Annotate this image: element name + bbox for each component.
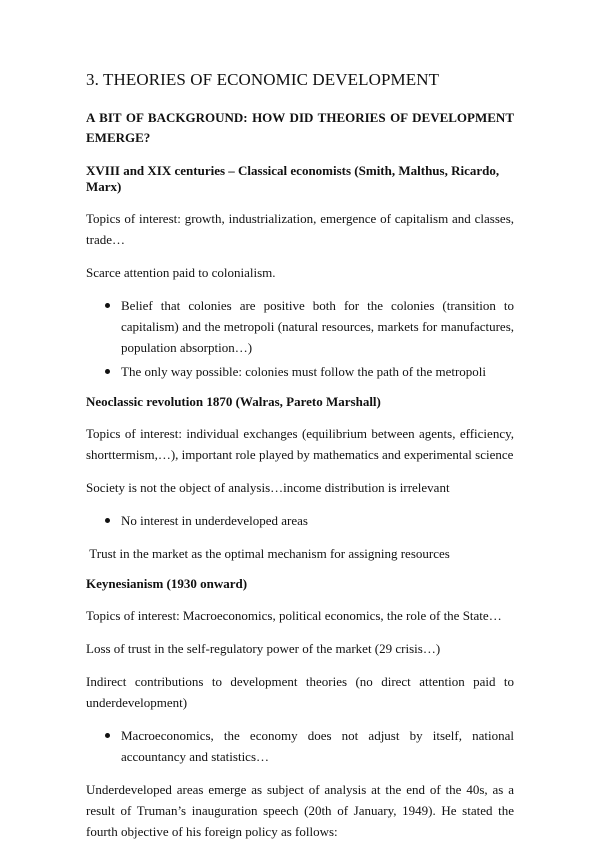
bullet-list [86,725,514,767]
list-item-text: The only way possible: colonies must follow the path of the metropoli [121,364,487,379]
list-item [86,725,514,767]
bullet-icon [105,369,110,374]
page-title: 3. THEORIES OF ECONOMIC DEVELOPMENT [86,70,440,89]
section-subtitle: A BIT OF BACKGROUND: HOW DID THEORIES OF DEVELOPMENT EMERGE? [86,110,514,145]
list-item-text: Belief that colonies are positive both for the colonies (transition to capitalism) and the metropoli (natural resources, markets for manufactures, population absorption…) [121,298,514,355]
list-item [86,295,514,358]
heading-keynesianism: Keynesianism (1930 onward) [86,576,248,591]
bullet-icon [105,733,110,738]
paragraph: Topics of interest: Macroeconomics, political economics, the role of the State… [86,608,502,623]
paragraph: Topics of interest: individual exchanges (equilibrium between agents, efficiency, shorttermism,…), important role played by mathematics and experimental science [86,426,514,462]
paragraph: Trust in the market as the optimal mechanism for assigning resources [86,546,450,561]
paragraph: Topics of interest: growth, industrialization, emergence of capitalism and classes, trade… [86,211,514,247]
list-item-text: No interest in underdeveloped areas [121,513,308,528]
document-body [86,70,514,854]
paragraph: Scarce attention paid to colonialism. [86,265,276,280]
list-item [86,361,514,382]
paragraph: Indirect contributions to development theories (no direct attention paid to underdevelopment) [86,674,514,710]
bullet-list [86,295,514,382]
heading-neoclassic-revolution: Neoclassic revolution 1870 (Walras, Pareto Marshall) [86,394,381,409]
list-item-text: Macroeconomics, the economy does not adjust by itself, national accountancy and statistics… [121,728,514,764]
bullet-list [86,510,514,531]
bullet-icon [105,303,110,308]
bullet-icon [105,518,110,523]
paragraph: Society is not the object of analysis…income distribution is irrelevant [86,480,450,495]
paragraph: Underdeveloped areas emerge as subject of analysis at the end of the 40s, as a result of Truman’s inauguration speech (20th of January, 1949). He stated the fourth objective of his foreign policy as follows: [86,782,514,839]
list-item [86,510,514,531]
paragraph: Loss of trust in the self-regulatory power of the market (29 crisis…) [86,641,441,656]
heading-classical-economists: XVIII and XIX centuries – Classical economists (Smith, Malthus, Ricardo, Marx) [86,163,500,194]
